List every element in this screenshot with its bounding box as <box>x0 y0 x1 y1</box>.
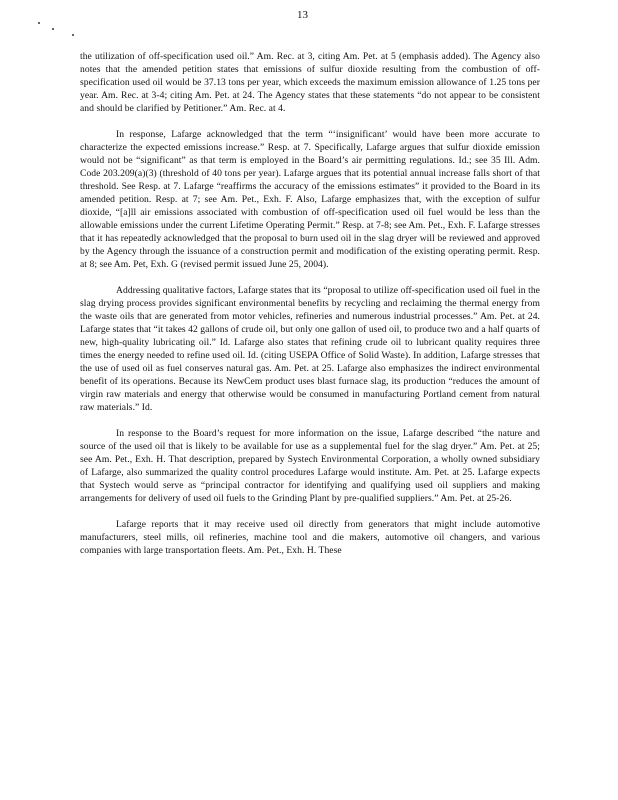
scan-speck <box>38 22 40 24</box>
paragraph: In response to the Board’s request for more information on the issue, Lafarge described “the nature and source of the used oil that is likely to be available for use as a supplemental fuel for the slag dryer.” Am. Pet. at 25; see Am. Pet., Exh. H. That description, prepared by Systech Environmental Corporation, a wholly owned subsidiary of Lafarge, also summarized the quality control procedures Lafarge would institute. Am. Pet. at 25. Lafarge expects that Systech would serve as “principal contractor for identifying and qualifying used oil suppliers and making arrangements for delivery of used oil fuels to the Grinding Plant by pre-qualified suppliers.” Am. Pet. at 25-26. <box>80 428 540 504</box>
page-number: 13 <box>297 9 308 21</box>
paragraph: Addressing qualitative factors, Lafarge states that its “proposal to utilize off-specification used oil fuel in the slag drying process provides significant environmental benefits by recycling and reclaiming the thermal energy from the waste oils that are generated from motor vehicles, refineries and numerous industrial processes.” Am. Pet. at 24. Lafarge states that “it takes 42 gallons of crude oil, but only one gallon of used oil, to produce two and a half quarts of new, high-quality lubricating oil.” Id. Lafarge also states that refining crude oil to lubricant quality requires three times the energy needed to refine used oil. Id. (citing USEPA Office of Solid Waste). In addition, Lafarge stresses that the use of used oil as fuel conserves natural gas. Am. Pet. at 25. Lafarge also emphasizes the indirect environmental benefit of its operations. Because its NewCem product uses blast furnace slag, its production “reduces the amount of virgin raw materials and energy that otherwise would be consumed in manufacturing Portland cement from natural raw materials.” Id. <box>80 285 540 413</box>
paragraph: Lafarge reports that it may receive used oil directly from generators that might include automotive manufacturers, steel mills, oil refineries, machine tool and die makers, automotive oil changers, and various companies with large transportation fleets. Am. Pet., Exh. H. These <box>80 519 540 556</box>
scan-speck <box>72 34 74 36</box>
paragraph: In response, Lafarge acknowledged that the term “‘insignificant’ would have been more accurate to characterize the expected emissions increase.” Resp. at 7. Specifically, Lafarge argues that sulfur dioxide emission would not be “significant” as that term is employed in the Board’s air permitting regulations. Id.; see 35 Ill. Adm. Code 203.209(a)(3) (threshold of 40 tons per year). Lafarge argues that its potential annual increase falls short of that threshold. See Resp. at 7. Lafarge “reaffirms the accuracy of the emissions estimates” it provided to the Board in its amended petition. Resp. at 7; see Am. Pet., Exh. F. Also, Lafarge emphasizes that, with the exception of sulfur dioxide, “[a]ll air emissions associated with combustion of off-specification used oil fuel would be less than the allowable emissions under the current Lifetime Operating Permit.” Resp. at 7-8; see Am. Pet., Exh. F. Lafarge stresses that it has repeatedly acknowledged that the proposal to burn used oil in the slag dryer will be reviewed and approved by the Agency through the issuance of a construction permit and modification of the existing operating permit. Resp. at 8; see Am. Pet, Exh. G (revised permit issued June 25, 2004). <box>80 129 540 270</box>
paragraph: the utilization of off-specification used oil.” Am. Rec. at 3, citing Am. Pet. at 5 (emphasis added). The Agency also notes that the amended petition states that emissions of sulfur dioxide resulting from the combustion of off-specification used oil would be 37.13 tons per year, which exceeds the maximum emission allowance of 1.25 tons per year. Am. Rec. at 3-4; citing Am. Pet. at 24. The Agency states that these statements “do not appear to be consistent and should be clarified by Petitioner.” Am. Rec. at 4. <box>80 51 540 114</box>
document-body <box>80 50 540 570</box>
scan-speck <box>52 28 54 30</box>
